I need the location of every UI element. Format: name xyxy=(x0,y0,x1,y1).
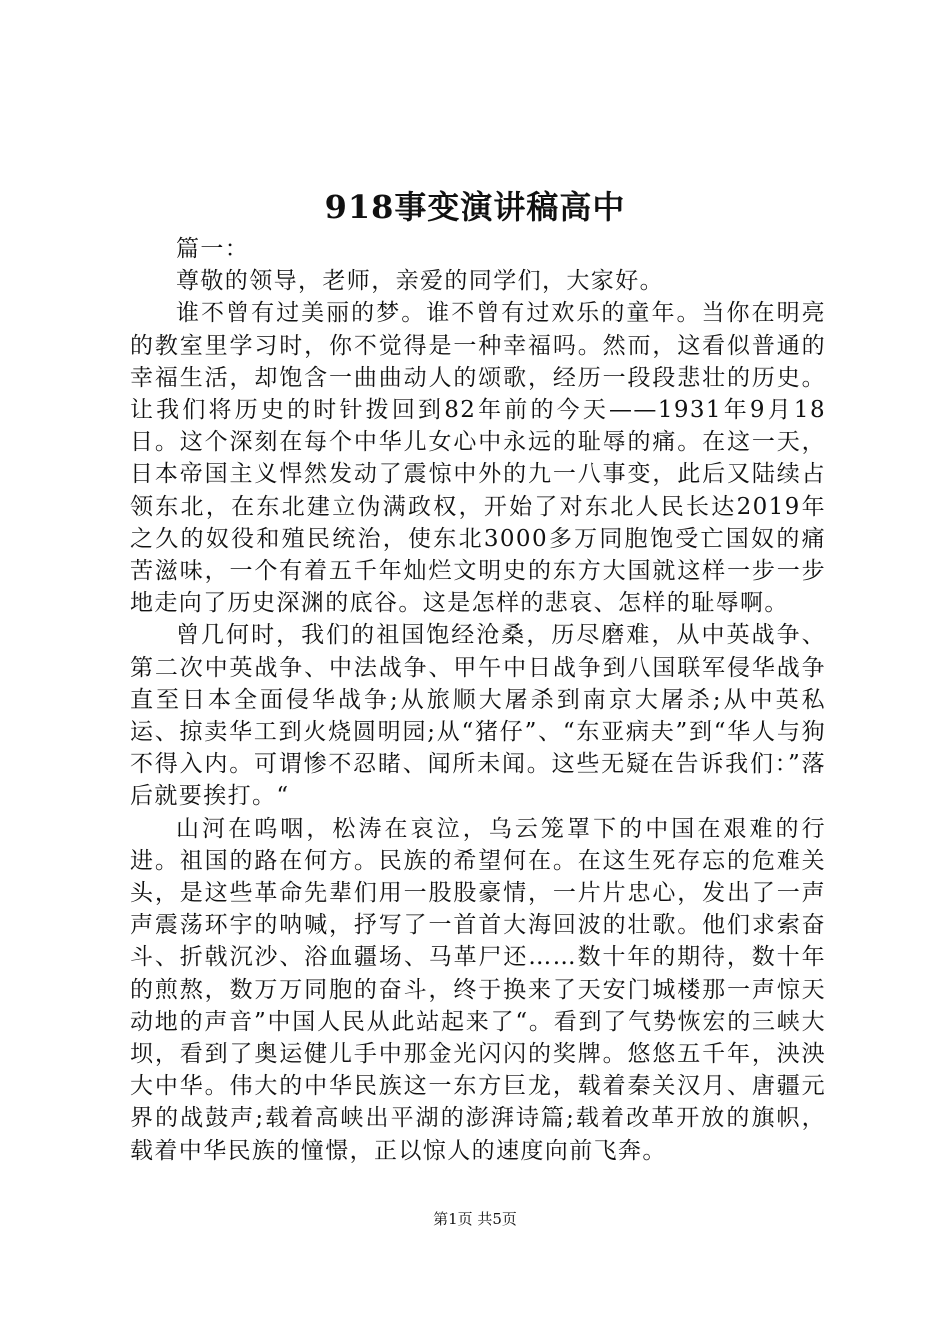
paragraph-greeting: 尊敬的领导，老师，亲爱的同学们，大家好。 xyxy=(176,268,664,295)
paragraph: 曾几何时，我们的祖国饱经沧桑，历尽磨难，从中英战争、第二次中英战争、中法战争、甲午中日战争到八国联军侵华战争直至日本全面侵华战争;从旅顺大屠杀到南京大屠杀;从中英私运、掠卖华工到火烧圆明园;从“猪仔”、“东亚病夫”到“华人与狗不得入内。可谓惨不忍睹、闻所未闻。这些无疑在告诉我们：”落后就要挨打。“ xyxy=(130,622,826,810)
paragraph: 山河在呜咽，松涛在哀泣，乌云笼罩下的中国在艰难的行进。祖国的路在何方。民族的希望何在。在这生死存忘的危难关头，是这些革命先辈们用一股股豪情，一片片忠心，发出了一声声震荡环宇的呐喊，抒写了一首首大海回波的壮歌。他们求索奋斗、折戟沉沙、浴血疆场、马革尸还……数十年的期待，数十年的煎熬，数万万同胞的奋斗，终于换来了天安门城楼那一声惊天动地的声音”中国人民从此站起来了“。看到了气势恢宏的三峡大坝，看到了奥运健儿手中那金光闪闪的奖牌。悠悠五千年，泱泱大中华。伟大的中华民族这一东方巨龙，载着秦关汉月、唐疆元界的战鼓声;载着高峡出平湖的澎湃诗篇;载着改革开放的旗帜，载着中华民族的憧憬，正以惊人的速度向前飞奔。 xyxy=(130,815,826,1164)
paragraph-heading: 篇一： xyxy=(176,236,250,262)
page-footer: 第1页 共5页 xyxy=(433,1210,517,1228)
document-title: 918事变演讲稿高中 xyxy=(324,188,626,226)
document-body xyxy=(130,233,826,1167)
paragraph: 谁不曾有过美丽的梦。谁不曾有过欢乐的童年。当你在明亮的教室里学习时，你不觉得是一种幸福吗。然而，这看似普通的幸福生活，却饱含一曲曲动人的颂歌，经历一段段悲壮的历史。让我们将历史的时针拨回到82年前的今天——1931年9月18日。这个深刻在每个中华儿女心中永远的耻辱的痛。在这一天，日本帝国主义悍然发动了震惊中外的九一八事变，此后又陆续占领东北，在东北建立伪满政权，开始了对东北人民长达2019年之久的奴役和殖民统治，使东北3000多万同胞饱受亡国奴的痛苦滋味，一个有着五千年灿烂文明史的东方大国就这样一步一步地走向了历史深渊的底谷。这是怎样的悲哀、怎样的耻辱啊。 xyxy=(130,300,826,617)
